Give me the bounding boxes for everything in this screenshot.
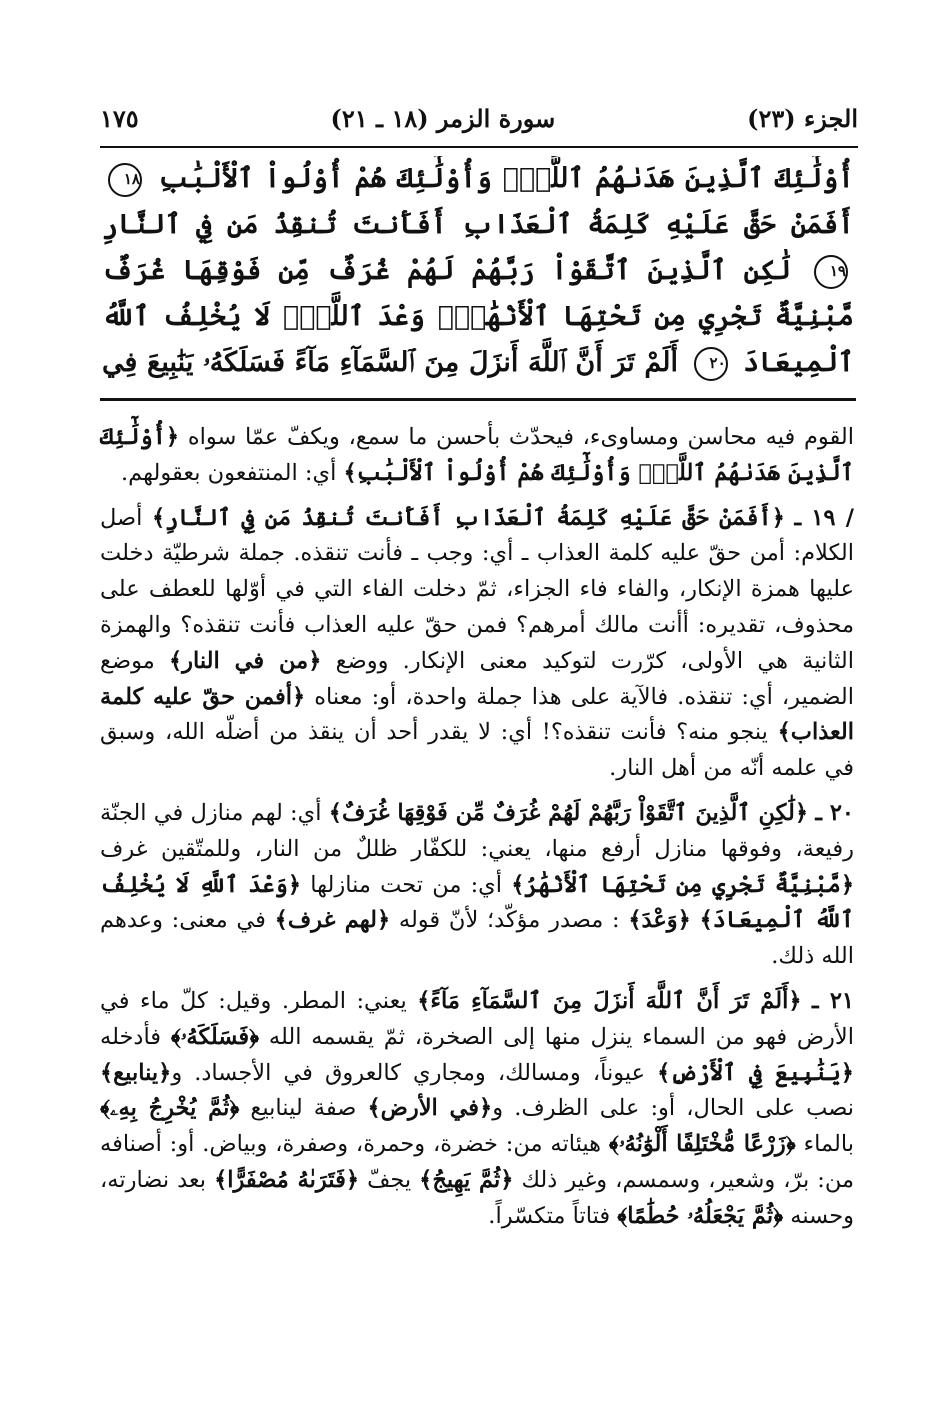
- quote: ﴿مَّبْنِيَّةٌ تَجْرِي مِن تَحْتِهَا ٱلْأَنْهَٰرُ﴾: [511, 871, 855, 898]
- quote: ﴿أفمن حقّ عليه كلمة العذاب﴾: [100, 683, 854, 746]
- text: بعد نضارته، وحسنه: [100, 1166, 854, 1229]
- text: القوم فيه محاسن ومساوىء، فيحدّث بأحسن ما سمع، ويكفّ عمّا سواه: [187, 424, 854, 450]
- text: بالماء: [803, 1131, 854, 1158]
- paragraph: [100, 984, 854, 1235]
- text: عيوناً، ومسالك، ومجاري كالعروق في الأجساد. و: [171, 1059, 646, 1086]
- juz-label: الجزء (٢٣): [747, 103, 858, 133]
- verse-marker-icon: ١٨: [108, 163, 142, 197]
- quote: ﴿زَرْعًا مُّخْتَلِفًا أَلْوَٰنُهُۥ﴾: [608, 1131, 796, 1158]
- quote: ﴿وَعْدَ﴾: [628, 907, 691, 934]
- page-header: [100, 96, 858, 140]
- quote: ﴿من في النار﴾: [168, 647, 322, 674]
- verse-text: لَٰكِنِ ٱلَّذِينَ ٱتَّقَوْاْ رَبَّهُمْ لَهُمْ غُرَفٌ مِّن فَوْقِهَا غُرَفٌ مَّبْنِيَّةٌ تَجْرِي مِن تَحْتِهَا ٱلْأَنْهَٰرُۖ وَعْدَ ٱللَّهِۖ لَا يُخْلِفُ ٱللَّهُ ٱلْمِيعَادَ: [102, 255, 854, 378]
- text: موضع الضمير، أي: تنقذه. فالآية على هذا جملة واحدة، أو: معناه: [100, 647, 854, 710]
- quote: ﴿ثُمَّ يُخْرِجُ بِهِۦ﴾: [100, 1095, 240, 1122]
- quote: ﴿لَٰكِنِ ٱلَّذِينَ ٱتَّقَوْاْ رَبَّهُمْ لَهُمْ غُرَفٌ مِّن فَوْقِهَا غُرَفٌ﴾: [328, 799, 809, 826]
- quran-verses: [102, 156, 854, 384]
- text: فأدخله: [100, 1023, 162, 1050]
- header-divider: [100, 146, 858, 148]
- text: أي: من تحت منازلها: [310, 871, 503, 898]
- verse-text: أَلَمْ تَرَ أَنَّ ٱللَّهَ أَنزَلَ مِنَ ٱلسَّمَآءِ مَآءً فَسَلَكَهُۥ يَنَٰبِيعَ فِي: [102, 347, 679, 378]
- quote: ﴿أَفَمَنْ حَقَّ عَلَيْهِ كَلِمَةُ ٱلْعَذَابِ أَفَأَنتَ تُنقِذُ مَن فِي ٱلنَّارِ﴾: [152, 504, 785, 531]
- quote: ﴿أَلَمْ تَرَ أَنَّ ٱللَّهَ أَنزَلَ مِنَ ٱلسَّمَآءِ مَآءً﴾: [417, 987, 802, 1014]
- verse-number: ٢١ ـ: [812, 987, 855, 1014]
- quote: ﴿وَعْدَ ٱللَّهِ لَا يُخْلِفُ ٱللَّهُ ٱلْمِيعَادَ﴾: [100, 871, 854, 934]
- quote: ﴿فَسَلَكَهُۥ﴾: [170, 1023, 260, 1050]
- paragraph: [100, 420, 854, 492]
- text: أصل الكلام: أمن حقّ عليه كلمة العذاب ـ أي: وجب ـ فأنت تنقذه. جملة شرطيّة دخلت عليها همزة الإنكار، والفاء فاء الجزاء، ثمّ دخلت الفاء التي في أوّلها للعطف على محذوف، تقديره: أأنت مالك أمرهم؟ فمن حقّ عليه العذاب فأنت تنقذه؟ والهمزة الثانية هي الأولى، كرّرت لتوكيد معنى الإنكار. ووضع: [100, 504, 855, 674]
- quote: ﴿يَنَٰبِيعَ فِي ٱلْأَرْضِ﴾: [657, 1059, 854, 1086]
- verse-text: أَفَمَنْ حَقَّ عَلَيْهِ كَلِمَةُ ٱلْعَذَابِ أَفَأَنتَ تُنقِذُ مَن فِي ٱلنَّارِ: [102, 209, 854, 240]
- text: أي: المنتفعون بعقولهم.: [121, 459, 337, 486]
- text: هيئاته من: خضرة، وحمرة، وصفرة، وبياض. أو: أصنافه من: برّ، وشعير، وسمسم، وغير ذلك: [100, 1131, 855, 1193]
- verse-marker-icon: ٢٠: [694, 347, 728, 381]
- paragraph: [100, 796, 854, 975]
- verse-number: ٢٠ ـ: [815, 799, 855, 826]
- verse-marker-icon: ١٩: [814, 255, 848, 289]
- text: ينجو منه؟ فأنت تنقذه؟! أي: لا يقدر أحد أن ينقذ من أضلّه الله، وسبق في علمه أنّه من أهل النار.: [100, 719, 854, 782]
- surah-title: سورة الزمر (١٨ ـ ٢١): [330, 103, 556, 133]
- paragraph: [100, 501, 854, 787]
- quote: ﴿ثُمَّ يَهِيجُ﴾: [419, 1166, 514, 1193]
- verse-text: أُوْلَٰٓئِكَ ٱلَّذِينَ هَدَىٰهُمُ ٱللَّهُۖ وَأُوْلَٰٓئِكَ هُمْ أُوْلُواْ ٱلْأَلْبَٰبِ: [158, 163, 854, 194]
- text: فتاتاً متكسّراً.: [488, 1202, 611, 1229]
- verse-number: / ١٩ ـ: [794, 504, 854, 531]
- quote: ﴿لهم غرف﴾: [274, 907, 391, 934]
- quote: ﴿ينابيع﴾: [100, 1059, 172, 1086]
- section-divider: [100, 398, 856, 401]
- text: في معنى: وعدهم الله ذلك.: [100, 907, 854, 970]
- quote: ﴿في الأرض﴾: [367, 1095, 493, 1122]
- text: نصب على الحال، أو: على الظرف. و: [492, 1095, 854, 1122]
- quote: ﴿ثُمَّ يَجْعَلُهُۥ حُطَٰمًا﴾: [617, 1202, 784, 1229]
- quote: ﴿فَتَرَىٰهُ مُصْفَرًّا﴾: [214, 1166, 360, 1193]
- text: يعني: المطر. وقيل: كلّ ماء في الأرض فهو من السماء ينزل منها إلى الصخرة، ثمّ يقسمه الله: [100, 987, 855, 1050]
- text: : مصدر مؤكّد؛ لأنّ قوله: [398, 907, 620, 934]
- text: أي: لهم منازل في الجنّة رفيعة، وفوقها منازل أرفع منها، يعني: للكفّار ظللٌ من النار، وللمتّقين غرف: [100, 799, 854, 862]
- quote: ﴿أُوْلَٰٓئِكَ ٱلَّذِينَ هَدَىٰهُمُ ٱللَّهُۖ وَأُوْلَٰٓئِكَ هُمْ أُوْلُواْ ٱلْأَلْبَٰبِ﴾: [100, 424, 854, 486]
- tafsir-commentary: [100, 420, 854, 1244]
- text: يجفّ: [367, 1166, 412, 1193]
- text: صفة لينابيع: [250, 1095, 357, 1122]
- page-number: ١٧٥: [100, 103, 139, 133]
